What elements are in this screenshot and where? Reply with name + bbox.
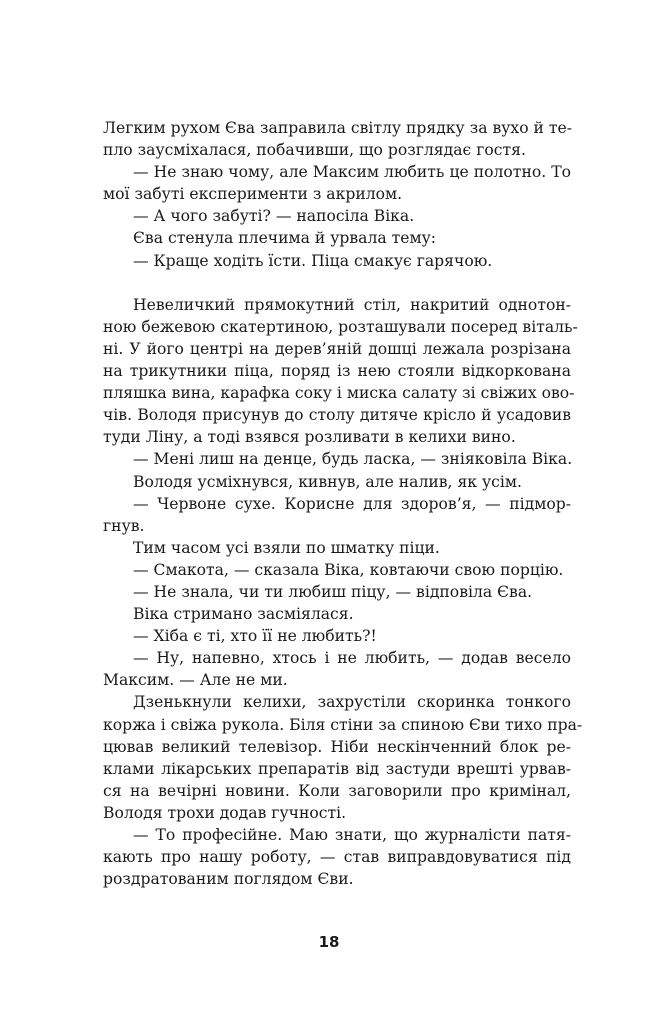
text-line: Невеличкий прямокутний стіл, накритий однотон- — [133, 295, 571, 314]
text-line: кають про нашу роботу, — став виправдовуватися під — [103, 848, 571, 867]
text-line: мої забуті експерименти з акрилом. — [103, 185, 403, 204]
text-line: — То професійне. Маю знати, що журналісти патя- — [133, 826, 571, 844]
page-number: 18 — [318, 933, 340, 951]
text-line: Максим. — Але не ми. — [103, 671, 288, 690]
text-line: гнув. — [103, 516, 145, 535]
text-line: на трикутники піца, поряд із нею стояли відкоркована — [103, 362, 571, 381]
text-line: — Не знаю чому, але Максим любить це полотно. То — [133, 163, 571, 182]
text-line: ні. У його центрі на дерев’яній дошці лежала розрізана — [103, 339, 571, 358]
text-line: туди Ліну, а тоді взявся розливати в келихи вино. — [103, 428, 516, 447]
text-line: — Не знала, чи ти любиш піцу, — відповіла Єва. — [133, 582, 533, 601]
text-line: Дзенькнули келихи, захрустіли скоринка тонкого — [133, 693, 571, 712]
text-line: клами лікарських препаратів від застуди врешті урвав- — [103, 759, 571, 778]
section-break — [103, 272, 571, 294]
text-line: пляшка вина, карафка соку і миска салату зі свіжих ово- — [103, 384, 575, 403]
text-line: Тим часом усі взяли по шматку піци. — [133, 538, 440, 557]
text-line: — Смакота, — сказала Віка, ковтаючи свою порцію. — [133, 560, 564, 579]
text-line: Володя трохи додав гучності. — [103, 803, 347, 822]
text-line: — Ну, напевно, хтось і не любить, — додав весело — [133, 649, 571, 668]
text-line: чів. Володя присунув до столу дитяче крісло й усадовив — [103, 406, 571, 425]
text-line: — Червоне сухе. Корисне для здоров’я, — підмор- — [133, 494, 571, 513]
text-line: пло заусміхалася, побачивши, що розглядає гостя. — [103, 141, 526, 160]
text-line: коржа і свіжа рукола. Біля стіни за спиною Єви тихо пра- — [103, 715, 583, 734]
text-line: — Краще ходіть їсти. Піца смакує гарячою. — [133, 251, 493, 270]
body-text — [103, 117, 583, 890]
text-line: Легким рухом Єва заправила світлу прядку за вухо й те- — [103, 119, 573, 137]
text-line: ною бежевою скатертиною, розташували посеред віталь- — [103, 317, 578, 336]
text-line: — Хіба є ті, хто її не любить?! — [133, 627, 377, 646]
text-line: Єва стенула плечима й урвала тему: — [133, 229, 437, 248]
text-line: — Мені лиш на денце, будь ласка, — зніяковіла Віка. — [133, 450, 573, 469]
text-line: Віка стримано засміялася. — [133, 605, 354, 624]
text-line: — А чого забуті? — напосіла Віка. — [133, 207, 415, 226]
text-line: ся на вечірні новини. Коли заговорили про кримінал, — [103, 781, 571, 800]
text-line: Володя усміхнувся, кивнув, але налив, як усім. — [133, 472, 522, 491]
text-line: роздратованим поглядом Єви. — [103, 870, 354, 889]
text-line: цював великий телевізор. Ніби нескінченний блок ре- — [103, 737, 571, 756]
